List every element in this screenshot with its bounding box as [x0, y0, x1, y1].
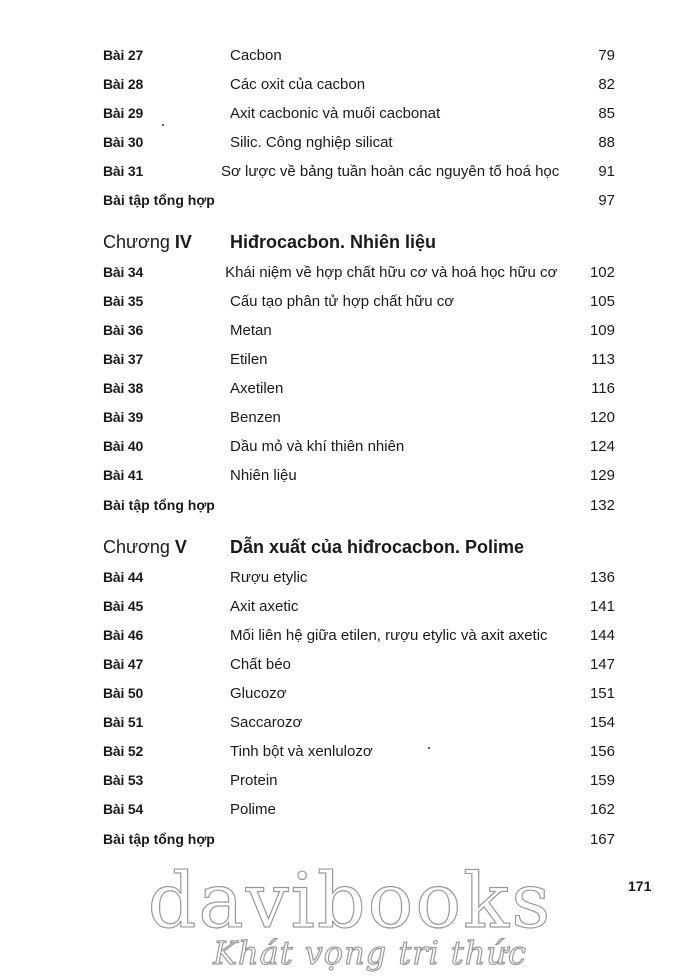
chapter-prefix: Chương [103, 536, 170, 557]
lesson-title: Etilen [230, 350, 268, 368]
page-ref: 79 [598, 46, 615, 64]
page-ref: 113 [591, 350, 615, 368]
toc-entry-bai-27 [103, 43, 615, 67]
lesson-number: Bài 50 [103, 685, 144, 701]
page-ref: 162 [589, 800, 615, 818]
page-ref: 167 [589, 830, 615, 848]
lesson-title: Saccarozơ [230, 713, 303, 731]
lesson-title: Axetilen [230, 379, 284, 397]
toc-entry-bai-38 [103, 376, 615, 400]
summary-label: Bài tập tổng hợp [103, 497, 215, 513]
summary-label: Bài tập tổng hợp [103, 192, 215, 208]
page-ref: 109 [589, 321, 615, 339]
page-ref: 147 [589, 655, 615, 673]
toc-entry-bai-36 [103, 318, 615, 342]
toc-entry-bai-52 [103, 739, 615, 763]
lesson-title: Rượu etylic [230, 568, 308, 586]
chapter-prefix: Chương [103, 231, 170, 252]
toc-entry-summary [103, 827, 615, 851]
lesson-title: Silic. Công nghiệp silicat [230, 133, 393, 151]
toc-entry-summary [103, 493, 615, 517]
lesson-title: Axit axetic [230, 597, 299, 615]
lesson-number: Bài 30 [103, 134, 144, 150]
page-ref: 88 [598, 133, 615, 151]
toc-entry-bai-51 [103, 710, 615, 734]
lesson-number: Bài 37 [103, 351, 144, 367]
lesson-title: Cacbon [230, 46, 282, 64]
watermark-brand: davibooks [147, 856, 553, 945]
page-ref: 105 [589, 292, 615, 310]
toc-entry-bai-44 [103, 565, 615, 589]
page-ref: 136 [589, 568, 615, 586]
toc-entry-bai-50 [103, 681, 615, 705]
page-ref: 129 [589, 466, 615, 484]
lesson-number: Bài 34 [103, 264, 144, 280]
chapter-title: Dẫn xuất của hiđrocacbon. Polime [230, 536, 525, 557]
page-ref: 144 [589, 626, 615, 644]
toc-entry-bai-39 [103, 405, 615, 429]
lesson-number: Bài 40 [103, 438, 144, 454]
lesson-title: Protein [230, 771, 278, 789]
lesson-number: Bài 46 [103, 627, 144, 643]
toc-entry-bai-47 [103, 652, 615, 676]
lesson-title: Mối liên hệ giữa etilen, rượu etylic và axit axetic [230, 626, 548, 644]
chapter-label [103, 232, 230, 253]
toc-entry-bai-40 [103, 434, 615, 458]
lesson-number: Bài 35 [103, 293, 144, 309]
lesson-number: Bài 53 [103, 772, 144, 788]
lesson-title: Benzen [230, 408, 281, 426]
toc-entry-bai-31 [103, 159, 615, 183]
page-ref: 82 [598, 75, 615, 93]
lesson-number: Bài 47 [103, 656, 144, 672]
watermark-slogan: Khát vọng tri thức [213, 934, 527, 972]
lesson-number: Bài 29 [103, 105, 144, 121]
lesson-number: Bài 27 [103, 47, 144, 63]
page-ref: 116 [591, 379, 615, 397]
page-ref: 120 [589, 408, 615, 426]
lesson-number: Bài 36 [103, 322, 144, 338]
page-ref: 156 [589, 742, 615, 760]
page-ref: 85 [598, 104, 615, 122]
page-ref: 97 [598, 191, 615, 209]
chapter-roman: IV [174, 231, 192, 252]
summary-label: Bài tập tổng hợp [103, 831, 215, 847]
lesson-title: Chất béo [230, 655, 291, 673]
toc-entry-bai-37 [103, 347, 615, 371]
page-ref: 124 [589, 437, 615, 455]
toc-entry-bai-46 [103, 623, 615, 647]
lesson-number: Bài 28 [103, 76, 144, 92]
lesson-number: Bài 39 [103, 409, 144, 425]
page-ref: 151 [589, 684, 615, 702]
page-ref: 159 [589, 771, 615, 789]
toc-entry-bai-34 [103, 260, 615, 284]
print-speck [162, 124, 164, 126]
lesson-number: Bài 38 [103, 380, 144, 396]
lesson-number: Bài 52 [103, 743, 144, 759]
chapter-title: Hiđrocacbon. Nhiên liệu [230, 231, 437, 252]
lesson-number: Bài 51 [103, 714, 144, 730]
lesson-title: Polime [230, 800, 276, 818]
toc-entry-bai-41 [103, 463, 615, 487]
toc-entry-bai-53 [103, 768, 615, 792]
lesson-title: Sơ lược về bảng tuần hoàn các nguyên tố hoá học [220, 162, 560, 180]
page-ref: 141 [589, 597, 615, 615]
chapter-roman: V [174, 536, 187, 557]
lesson-title: Tinh bột và xenlulozơ [230, 742, 373, 760]
toc-entry-bai-28 [103, 72, 615, 96]
lesson-title: Các oxit của cacbon [230, 75, 366, 93]
lesson-number: Bài 44 [103, 569, 144, 585]
lesson-title: Cấu tạo phân tử hợp chất hữu cơ [230, 292, 455, 310]
page-ref: 91 [598, 162, 615, 180]
lesson-number: Bài 54 [103, 801, 144, 817]
page-ref: 132 [589, 496, 615, 514]
lesson-title: Axit cacbonic và muối cacbonat [230, 104, 441, 122]
lesson-title: Metan [230, 321, 272, 339]
page-ref: 154 [589, 713, 615, 731]
toc-entry-bai-29 [103, 101, 615, 125]
toc-entry-bai-45 [103, 594, 615, 618]
page-number: 171 [628, 878, 652, 894]
lesson-number: Bài 31 [103, 163, 144, 179]
chapter-label [103, 537, 230, 558]
chapter-heading-v [103, 533, 615, 561]
lesson-title: Glucozơ [230, 684, 287, 702]
toc-entry-bai-30 [103, 130, 615, 154]
toc-entry-bai-54 [103, 797, 615, 821]
toc-entry-bai-35 [103, 289, 615, 313]
chapter-heading-iv [103, 228, 615, 256]
lesson-title: Nhiên liệu [230, 466, 297, 484]
lesson-title: Khái niệm về hợp chất hữu cơ và hoá học hữu cơ [225, 263, 558, 281]
page-ref: 102 [589, 263, 615, 281]
print-speck [428, 747, 430, 749]
toc-entry-summary [103, 188, 615, 212]
lesson-title: Dầu mỏ và khí thiên nhiên [230, 437, 405, 455]
lesson-number: Bài 45 [103, 598, 144, 614]
lesson-number: Bài 41 [103, 467, 144, 483]
